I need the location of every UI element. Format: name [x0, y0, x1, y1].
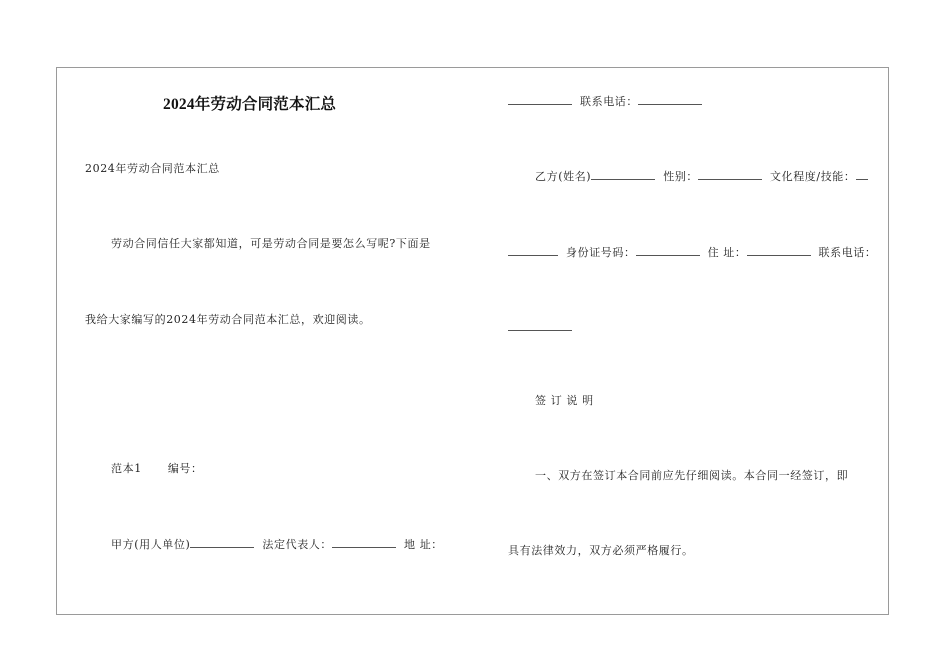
document-title: 2024年劳动合同范本汇总 [163, 96, 337, 113]
document-page [56, 67, 889, 615]
id-blank[interactable] [636, 245, 700, 256]
education-blank-continued[interactable] [508, 245, 558, 256]
document-subtitle: 2024年劳动合同范本汇总 [85, 162, 220, 175]
phone-label: 联系电话： [580, 95, 638, 108]
legal-rep-label: 法定代表人： [262, 538, 332, 551]
address-blank[interactable] [508, 94, 572, 105]
phone-blank-2[interactable] [508, 320, 572, 331]
intro-paragraph-line-2: 我给大家编写的2024年劳动合同范本汇总，欢迎阅读。 [85, 313, 371, 326]
education-label: 文化程度/技能： [770, 170, 856, 183]
address-label: 地 址： [404, 538, 443, 551]
gender-label: 性别： [663, 170, 698, 183]
left-column [57, 68, 487, 614]
party-b-label: 乙方(姓名) [535, 170, 592, 183]
sample-heading-row [111, 462, 203, 476]
party-b-blank[interactable] [591, 169, 655, 180]
contact-phone-row [508, 94, 702, 109]
education-blank[interactable] [856, 169, 868, 180]
phone-label-2: 联系电话： [818, 246, 877, 259]
party-a-blank[interactable] [190, 537, 254, 548]
phone-blank[interactable] [638, 94, 702, 105]
right-column [487, 68, 890, 614]
legal-rep-blank[interactable] [332, 537, 396, 548]
residence-label: 住 址： [707, 246, 747, 259]
party-a-label: 甲方(用人单位) [111, 538, 191, 551]
id-address-row [508, 245, 877, 260]
signing-heading: 签 订 说 明 [535, 394, 594, 407]
phone-blank-row [508, 320, 572, 335]
sample-label: 范本1 [111, 462, 142, 475]
clause-1-line-1: 一、双方在签订本合同前应先仔细阅读。本合同一经签订，即 [535, 469, 849, 482]
party-b-row [535, 169, 868, 184]
party-a-row [111, 537, 443, 552]
id-label: 身份证号码： [566, 246, 636, 259]
number-label: 编号： [167, 462, 203, 475]
clause-1-line-2: 具有法律效力，双方必须严格履行。 [508, 544, 694, 557]
gender-blank[interactable] [698, 169, 762, 180]
intro-paragraph-line-1: 劳动合同信任大家都知道，可是劳动合同是要怎么写呢?下面是 [111, 237, 431, 250]
residence-blank[interactable] [747, 245, 811, 256]
